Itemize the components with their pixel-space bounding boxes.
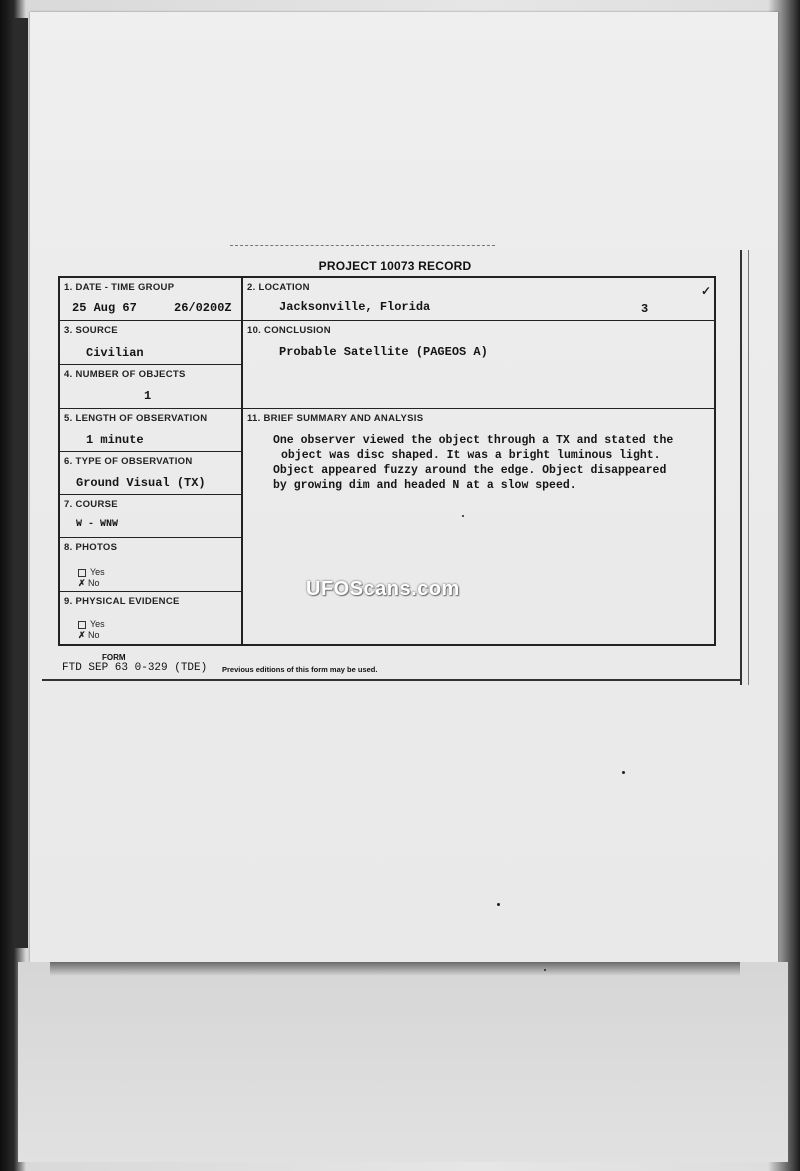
course-cell bbox=[60, 495, 241, 538]
physical-evidence-label: 9. PHYSICAL EVIDENCE bbox=[64, 596, 180, 607]
photos-cell bbox=[60, 538, 241, 592]
source-value: Civilian bbox=[86, 346, 144, 360]
check-mark-icon: ✓ bbox=[701, 284, 712, 298]
date-time-cell bbox=[60, 278, 241, 321]
top-rule bbox=[230, 245, 495, 246]
watermark: UFOScans.com bbox=[306, 578, 460, 600]
location-label: 2. LOCATION bbox=[247, 282, 310, 293]
evidence-yes-option bbox=[78, 619, 105, 629]
type-of-observation-label: 6. TYPE OF OBSERVATION bbox=[64, 456, 193, 467]
photos-yes-option bbox=[78, 567, 105, 577]
source-label: 3. SOURCE bbox=[64, 325, 118, 336]
summary-line: Object appeared fuzzy around the edge. Object disappeared bbox=[273, 464, 667, 477]
evidence-yes-label: Yes bbox=[90, 619, 105, 629]
speck bbox=[544, 969, 546, 971]
conclusion-cell bbox=[243, 321, 714, 409]
number-of-objects-label: 4. NUMBER OF OBJECTS bbox=[64, 369, 186, 380]
conclusion-label: 10. CONCLUSION bbox=[247, 325, 331, 336]
summary-line: object was disc shaped. It was a bright luminous light. bbox=[281, 449, 661, 462]
type-of-observation-cell bbox=[60, 452, 241, 495]
speck bbox=[462, 515, 464, 517]
document-page-lower bbox=[18, 962, 788, 1162]
number-of-objects-value: 1 bbox=[144, 389, 152, 403]
location-mark: 3 bbox=[641, 302, 649, 316]
location-value: Jacksonville, Florida bbox=[279, 300, 431, 314]
summary-cell bbox=[243, 409, 714, 644]
right-bracket bbox=[740, 250, 749, 685]
time-value: 26/0200Z bbox=[174, 301, 232, 315]
page-fold-shadow bbox=[50, 962, 740, 976]
evidence-no-label: No bbox=[88, 630, 100, 640]
length-of-observation-value: 1 minute bbox=[86, 433, 144, 447]
checkbox-empty-icon bbox=[78, 621, 86, 629]
left-column bbox=[60, 278, 243, 644]
summary-text bbox=[273, 433, 713, 493]
photos-no-label: No bbox=[88, 578, 100, 588]
physical-evidence-cell bbox=[60, 592, 241, 644]
photos-no-option bbox=[78, 578, 100, 589]
bottom-rule bbox=[42, 679, 742, 681]
source-cell bbox=[60, 321, 241, 365]
location-cell bbox=[243, 278, 714, 321]
form-title: PROJECT 10073 RECORD bbox=[318, 259, 472, 273]
checkbox-empty-icon bbox=[78, 569, 86, 577]
summary-label: 11. BRIEF SUMMARY AND ANALYSIS bbox=[247, 413, 424, 424]
form-note: Previous editions of this form may be used. bbox=[222, 665, 378, 674]
date-value: 25 Aug 67 bbox=[72, 301, 137, 315]
length-of-observation-cell bbox=[60, 409, 241, 452]
photos-yes-label: Yes bbox=[90, 567, 105, 577]
length-of-observation-label: 5. LENGTH OF OBSERVATION bbox=[64, 413, 208, 424]
type-of-observation-value: Ground Visual (TX) bbox=[76, 476, 206, 490]
summary-line: One observer viewed the object through a TX and stated the bbox=[273, 434, 674, 447]
form-id: FTD SEP 63 0-329 (TDE) bbox=[62, 662, 208, 674]
speck bbox=[497, 903, 500, 906]
course-value: W - WNW bbox=[76, 519, 119, 530]
summary-line: by growing dim and headed N at a slow speed. bbox=[273, 479, 577, 492]
conclusion-value: Probable Satellite (PAGEOS A) bbox=[279, 345, 488, 359]
evidence-no-option bbox=[78, 630, 100, 641]
speck bbox=[622, 771, 625, 774]
number-of-objects-cell bbox=[60, 365, 241, 409]
date-time-label: 1. DATE - TIME GROUP bbox=[64, 282, 175, 293]
checkbox-x-icon: ✗ bbox=[78, 578, 86, 588]
form-word: FORM bbox=[102, 653, 126, 662]
scan-edge-shadow bbox=[14, 18, 28, 948]
checkbox-x-icon: ✗ bbox=[78, 630, 86, 640]
course-label: 7. COURSE bbox=[64, 499, 118, 510]
photos-label: 8. PHOTOS bbox=[64, 542, 118, 553]
